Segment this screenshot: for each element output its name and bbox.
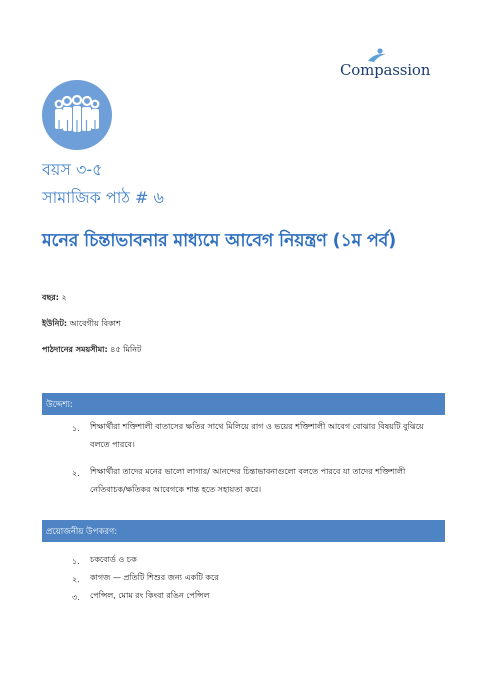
group-badge [42, 80, 112, 150]
year-row [42, 292, 67, 305]
material-2: কাগজ — প্রতিটি শিশুর জন্য একটি করে [90, 573, 219, 582]
objectives-heading: উদ্দেশ্য: [46, 400, 73, 410]
compassion-logo [340, 47, 450, 87]
material-2-number: ২. [72, 575, 80, 584]
objective-1 [90, 418, 424, 454]
duration-row [42, 344, 141, 357]
material-3-number: ৩. [72, 593, 80, 602]
material-1-number: ১. [72, 557, 80, 566]
materials-header [42, 520, 445, 542]
objective-2-number: ২. [72, 469, 80, 478]
objective-2-line1: শিক্ষার্থীরা তাদের মনের ভালো লাগার/ আনন্দের চিন্তাভাবনাগুলো বলতে পারবে যা তাদের শক্তিশালী [90, 467, 406, 476]
group-of-people-icon [42, 80, 112, 150]
year-value: ২ [61, 293, 67, 302]
duration-value: ৪৫ মিনিট [110, 345, 142, 354]
age-range: বয়স ৩-৫ [42, 160, 103, 179]
objective-1-line2: বলতে পারবে। [90, 440, 135, 449]
unit-value: আবেগীয় বিকাশ [69, 319, 121, 328]
material-3: পেন্সিল, মোম রং কিংবা রঙিন পেন্সিল [90, 591, 210, 600]
year-label: বছর: [42, 293, 59, 302]
materials-heading: প্রয়োজনীয় উপকরণ: [46, 527, 118, 537]
page-title: মনের চিন্তাভাবনার মাধ্যমে আবেগ নিয়ন্ত্রণ (১ম পর্ব) [42, 231, 397, 251]
lesson-number: সামাজিক পাঠ # ৬ [42, 188, 164, 207]
duration-label: পাঠদানের সময়সীমা: [42, 345, 108, 354]
material-1: চকবোর্ড ও চক [90, 555, 137, 564]
unit-row [42, 318, 121, 331]
objective-1-line1: শিক্ষার্থীরা শক্তিশালী বাতাসের ক্ষতির সাথে মিলিয়ে রাগ ও ভয়ের শক্তিশালী আবেগ বোঝার বিষয়টি বুঝিয়ে [90, 422, 424, 431]
objective-2 [90, 463, 405, 499]
objective-1-number: ১. [72, 424, 80, 433]
unit-label: ইউনিট: [42, 319, 68, 328]
objective-2-line2: নেতিবাচক/ক্ষতিকর আবেগকে শান্ত হতে সহায়তা করে। [90, 485, 262, 494]
objectives-header [42, 393, 445, 415]
brand-name: Compassion [340, 61, 431, 79]
